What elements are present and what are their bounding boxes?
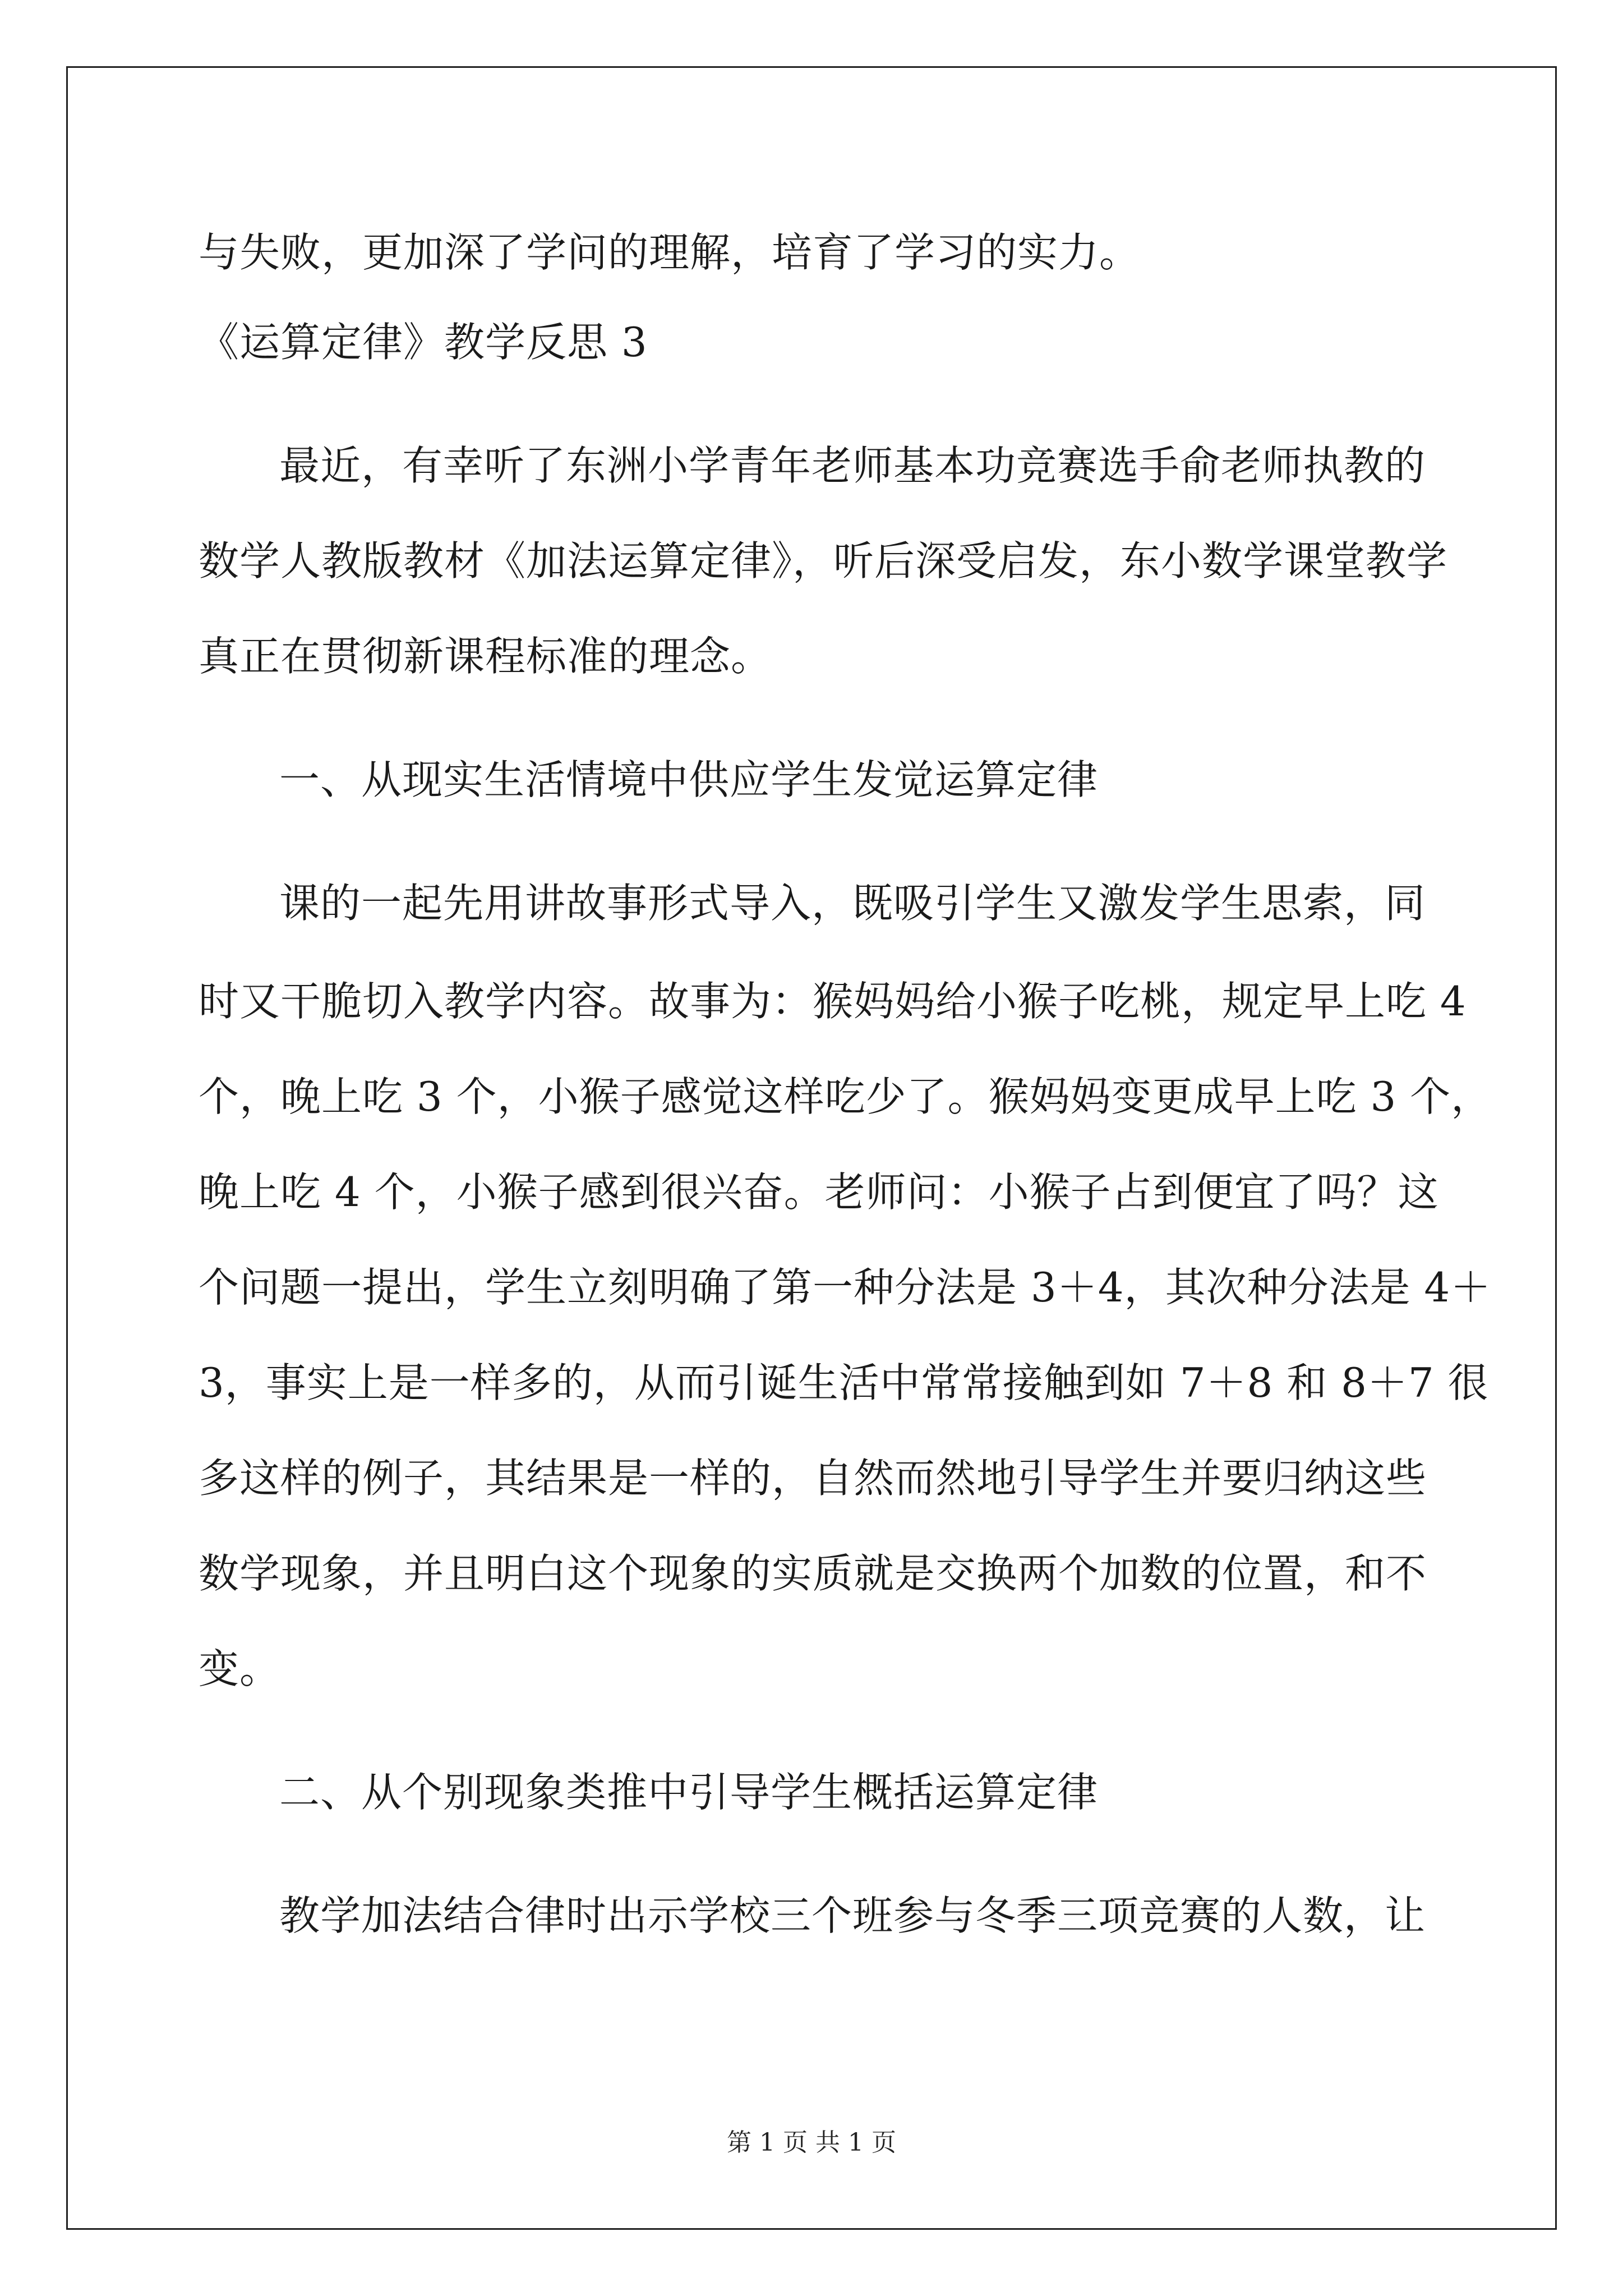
text-line: 与失败，更加深了学问的理解，培育了学习的实力。 [199,229,1141,276]
paragraph-line: 数学人教版教材《加法运算定律》，听后深受启发，东小数学课堂教学 [199,537,1448,585]
section-heading: 一、从现实生活情境中供应学生发觉运算定律 [279,756,1099,803]
section-heading: 二、从个别现象类推中引导学生概括运算定律 [279,1769,1099,1816]
paragraph-line: 数学现象，并且明白这个现象的实质就是交换两个加数的位置，和不 [199,1550,1427,1597]
paragraph-line: 个，晚上吃 3 个，小猴子感觉这样吃少了。猴妈妈变更成早上吃 3 个， [199,1073,1492,1120]
paragraph-line: 真正在贯彻新课程标准的理念。 [199,633,772,680]
paragraph-line: 教学加法结合律时出示学校三个班参与冬季三项竞赛的人数，让 [279,1892,1426,1939]
page-footer: 第 1 页 共 1 页 [727,2128,896,2157]
paragraph-line: 课的一起先用讲故事形式导入，既吸引学生又激发学生思索，同 [279,880,1426,927]
paragraph-line: 变。 [199,1645,281,1692]
section-title: 《运算定律》教学反思 3 [199,319,648,366]
paragraph-line: 3，事实上是一样多的，从而引诞生活中常常接触到如 7＋8 和 8＋7 很 [199,1359,1489,1406]
paragraph-line: 多这样的例子，其结果是一样的，自然而然地引导学生并要归纳这些 [199,1455,1427,1502]
paragraph-line: 个问题一提出，学生立刻明确了第一种分法是 3＋4，其次种分法是 4＋ [199,1264,1492,1311]
paragraph-line: 最近，有幸听了东洲小学青年老师基本功竞赛选手俞老师执教的 [279,442,1426,489]
paragraph-line: 晚上吃 4 个，小猴子感到很兴奋。老师问：小猴子占到便宜了吗？这 [199,1168,1439,1216]
paragraph-line: 时又干脆切入教学内容。故事为：猴妈妈给小猴子吃桃，规定早上吃 4 [199,978,1467,1025]
